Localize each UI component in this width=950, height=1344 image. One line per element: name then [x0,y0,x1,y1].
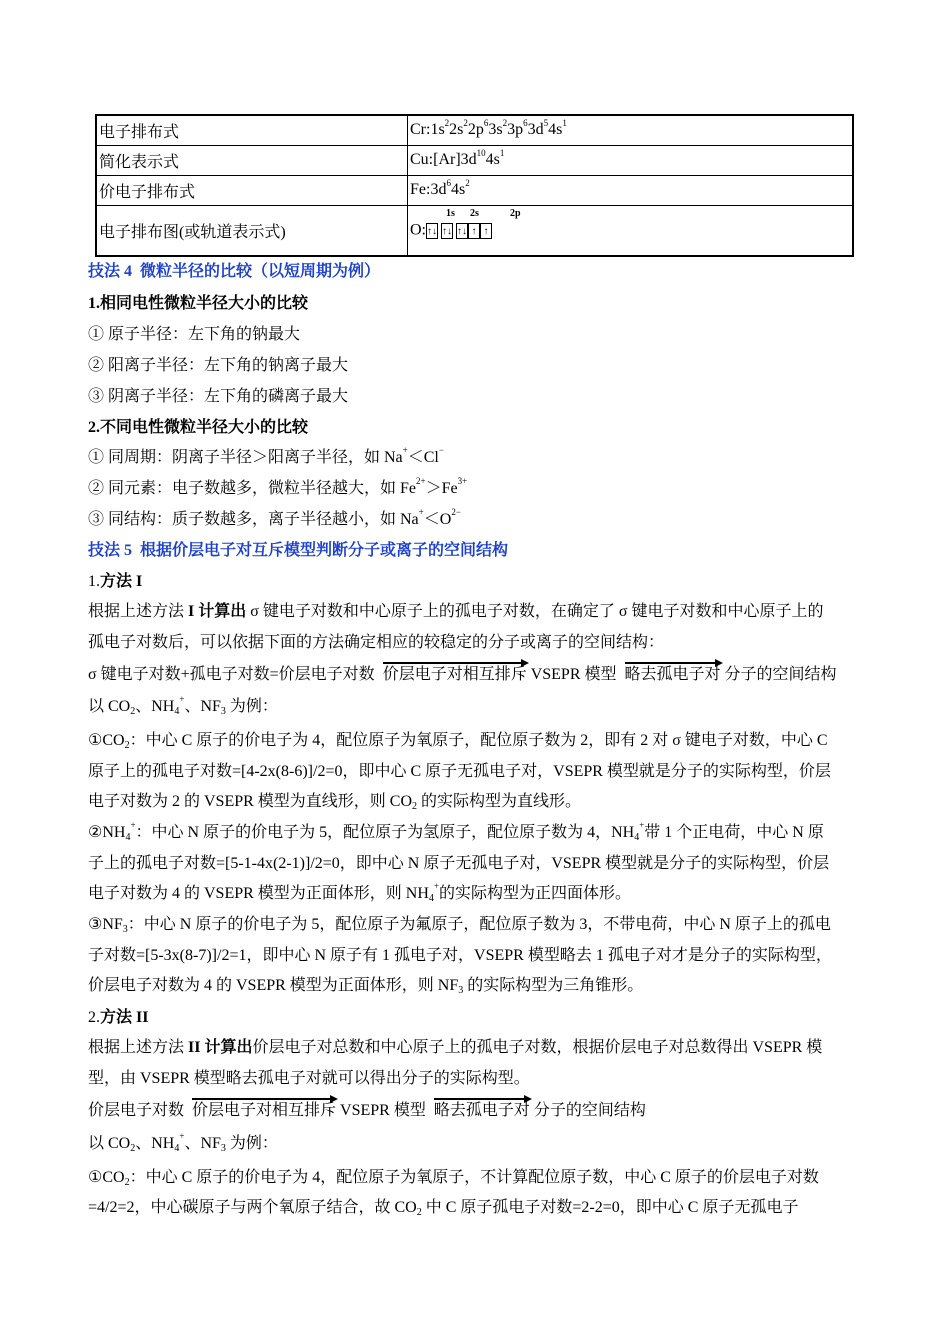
table-cell-value: $Fe:3d^64s^2$ [408,175,854,205]
paragraph-line: ③NF3：中心 N 原子的价电子为 5，配位原子为氟原子，配位原子数为 3，不带电荷，中心 N 原子上的孤电 [88,916,831,935]
orbital-label: 2p [510,208,521,220]
paragraph-line: 子对数=[5-3x(8-7)]/2=1，即中心 N 原子有 1 孤电子对，VSEPR 模型略去 1 孤电子对才是分子的实际构型， [88,947,832,964]
paragraph-line: 2.方法 II [88,1009,149,1026]
list-item: ① 原子半径：左下角的钠最大 [88,326,301,343]
table-row [96,205,853,256]
orbital-box: ↑↓ [456,223,468,239]
paragraph-line: 价层电子对数为 4 的 VSEPR 模型为正面体形，则 NF3 的实际构型为三角锥形。 [88,977,644,996]
section-heading: 技法 5 根据价层电子对互斥模型判断分子或离子的空间结构 [88,542,509,559]
paragraph-line: ①CO2：中心 C 原子的价电子为 4，配位原子为氧原子，配位原子数为 2，即有 2 对 σ 键电子对数，中心 C [88,732,828,751]
paragraph-line: 根据上述方法 II 计算出价层电子对总数和中心原子上的孤电子对数，根据价层电子对总数得出 VSEPR 模 [88,1039,823,1056]
table-row [96,145,853,175]
section-heading: 技法 4 微粒半径的比较（以短周期为例） [88,263,381,280]
paragraph-line: ②NH4+：中心 N 原子的价电子为 5，配位原子为氢原子，配位原子数为 4，NH4+带 1 个正电荷，中心 N 原 [88,820,824,843]
paragraph-line: σ 键电子对数+孤电子对数=价层电子对数 价层电子对相互排斥 VSEPR 模型 略去孤电子对 分子的空间结构 [88,665,837,685]
list-item: ② 同元素：电子数越多，微粒半径越大，如 $Fe^{2+}>Fe^{3+}$ [88,476,468,497]
orbital-prefix: O: [410,221,426,239]
paragraph-line: =4/2=2，中心碳原子与两个氧原子结合，故 CO2 中 C 原子孤电子对数=2-2=0，即中心 C 原子无孤电子 [88,1199,799,1218]
subheading: 2.不同电性微粒半径大小的比较 [88,419,309,436]
paragraph-line: 孤电子对数后，可以依据下面的方法确定相应的较稳定的分子或离子的空间结构： [88,634,665,651]
orbital-diagram-cell [408,205,854,256]
table-row [96,175,853,205]
paragraph-line: 型，由 VSEPR 模型略去孤电子对就可以得出分子的实际构型。 [88,1070,530,1087]
orbital-box: ↑↓ [426,223,438,239]
list-item: ③ 同结构：质子数越多，离子半径越小，如 $Na^+<O^{2-}$ [88,507,461,528]
paragraph-line: 原子上的孤电子对数=[4-2x(8-6)]/2=0，即中心 C 原子无孤电子对，VSEPR 模型就是分子的实际构型，价层 [88,763,831,780]
paragraph-line: 价层电子对数 价层电子对相互排斥 VSEPR 模型 略去孤电子对 分子的空间结构 [88,1101,646,1121]
list-item: ② 阳离子半径：左下角的钠离子最大 [88,357,349,374]
orbital-diagram [426,208,521,239]
paragraph-line: ①CO2：中心 C 原子的价电子为 4，配位原子为氧原子，不计算配位原子数，中心 C 原子的价层电子对数 [88,1169,819,1188]
paragraph-line: 电子对数为 4 的 VSEPR 模型为正面体形，则 NH4+的实际构型为正四面体形。 [88,881,632,904]
orbital-box: ↑ [480,223,492,239]
orbital-box: ↑ [468,223,480,239]
paragraph-line: 以 CO2、NH4+、NF3 为例： [88,1131,278,1154]
orbital-label: 1s [446,208,455,220]
table-cell-label: 电子排布式 [96,115,408,145]
table-cell-label: 价电子排布式 [96,175,408,205]
table-cell-label: 简化表示式 [96,145,408,175]
list-item: ③ 阴离子半径：左下角的磷离子最大 [88,388,349,405]
table-row [96,115,853,145]
paragraph-line: 根据上述方法 I 计算出 σ 键电子对数和中心原子上的孤电子对数，在确定了 σ 键电子对数和中心原子上的 [88,603,824,620]
electron-config-table [95,114,854,257]
list-item: ① 同周期：阴离子半径＞阳离子半径，如 Na+＜Cl− [88,445,444,466]
paragraph-line: 电子对数为 2 的 VSEPR 模型为直线形，则 CO2 的实际构型为直线形。 [88,793,582,812]
orbital-label: 2s [470,208,479,220]
table-cell-value: $Cu:[Ar]3d^{10}4s^1$ [408,145,854,175]
table-cell-label: 电子排布图(或轨道表示式) [96,205,408,256]
paragraph-line: 以 CO2、NH4+、NF3 为例： [88,694,278,717]
orbital-box: ↑↓ [441,223,453,239]
table-cell-value: $Cr:1s^22s^22p^63s^23p^63d^54s^1$ [408,115,854,145]
subheading: 1.相同电性微粒半径大小的比较 [88,295,309,312]
paragraph-line: 子上的孤电子对数=[5-1-4x(2-1)]/2=0，即中心 N 原子无孤电子对，VSEPR 模型就是分子的实际构型，价层 [88,855,830,872]
subheading: 1.方法 I [88,573,143,590]
